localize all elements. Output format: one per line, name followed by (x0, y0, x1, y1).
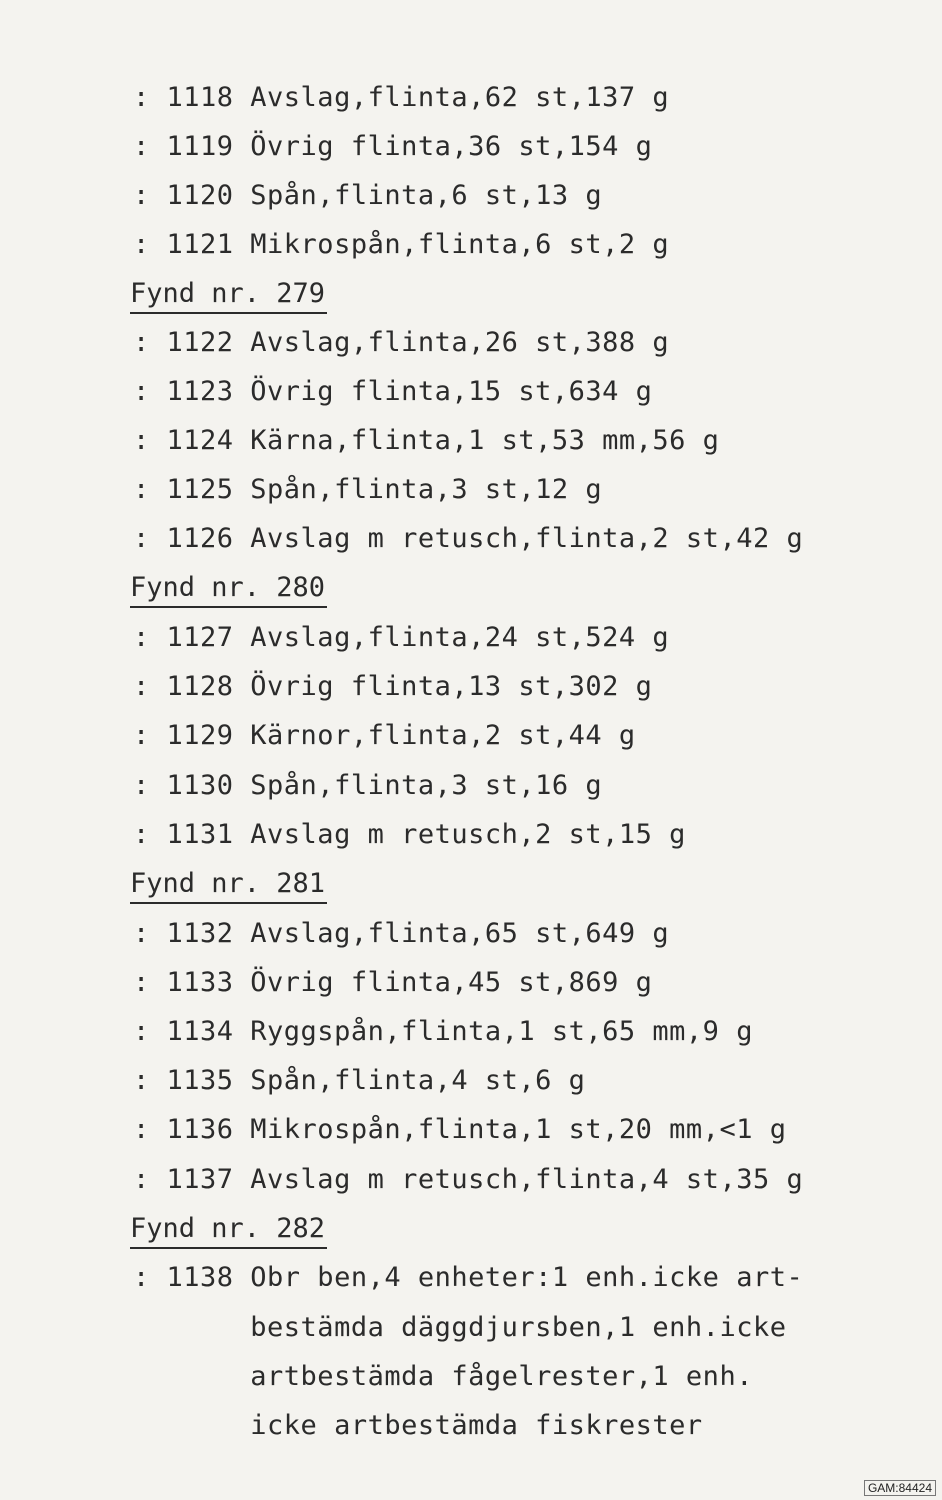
entry-line: : 1122 Avslag,flinta,26 st,388 g (133, 327, 670, 358)
find-number-heading: Fynd nr. 281 (130, 866, 327, 904)
entry-line: : 1118 Avslag,flinta,62 st,137 g (133, 82, 670, 113)
entry-line: : 1131 Avslag m retusch,2 st,15 g (133, 819, 686, 850)
entry-line: : 1134 Ryggspån,flinta,1 st,65 mm,9 g (133, 1016, 753, 1047)
entry-line: : 1121 Mikrospån,flinta,6 st,2 g (133, 229, 670, 260)
entry-line: : 1120 Spån,flinta,6 st,13 g (133, 180, 603, 211)
entry-line: : 1132 Avslag,flinta,65 st,649 g (133, 918, 670, 949)
archive-id-label: GAM:84424 (864, 1480, 936, 1496)
entry-line: : 1124 Kärna,flinta,1 st,53 mm,56 g (133, 425, 720, 456)
entry-line: : 1119 Övrig flinta,36 st,154 g (133, 131, 653, 162)
entry-line: : 1137 Avslag m retusch,flinta,4 st,35 g (133, 1164, 804, 1195)
find-number-heading: Fynd nr. 280 (130, 570, 327, 608)
find-number-heading: Fynd nr. 279 (130, 276, 327, 314)
entry-line-continuation: artbestämda fågelrester,1 enh. (133, 1361, 753, 1392)
entry-line-continuation: bestämda däggdjursben,1 enh.icke (133, 1312, 787, 1343)
entry-line: : 1130 Spån,flinta,3 st,16 g (133, 770, 603, 801)
entry-line: : 1133 Övrig flinta,45 st,869 g (133, 967, 653, 998)
entry-line: : 1123 Övrig flinta,15 st,634 g (133, 376, 653, 407)
entry-line-continuation: icke artbestämda fiskrester (133, 1410, 703, 1441)
entry-line: : 1126 Avslag m retusch,flinta,2 st,42 g (133, 523, 804, 554)
entry-line: : 1125 Spån,flinta,3 st,12 g (133, 474, 603, 505)
entry-line: : 1136 Mikrospån,flinta,1 st,20 mm,<1 g (133, 1114, 787, 1145)
find-number-heading: Fynd nr. 282 (130, 1211, 327, 1249)
entry-line: : 1129 Kärnor,flinta,2 st,44 g (133, 720, 636, 751)
entry-line: : 1138 Obr ben,4 enheter:1 enh.icke art- (133, 1262, 804, 1293)
entry-line: : 1135 Spån,flinta,4 st,6 g (133, 1065, 586, 1096)
entry-line: : 1127 Avslag,flinta,24 st,524 g (133, 622, 670, 653)
entry-line: : 1128 Övrig flinta,13 st,302 g (133, 671, 653, 702)
